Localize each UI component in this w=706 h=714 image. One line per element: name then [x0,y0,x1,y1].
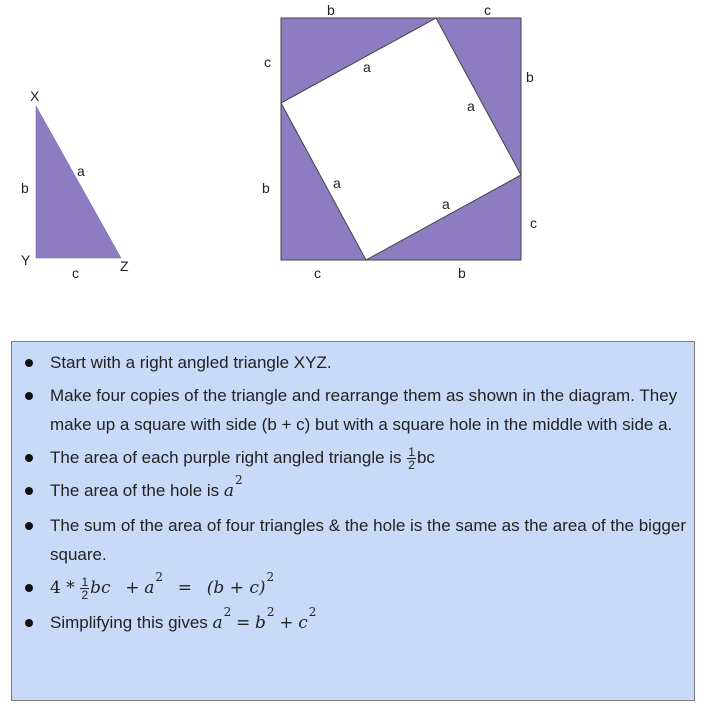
fraction-half-eq: $\frac{1}{2}$ [81,575,89,603]
fraction-half: $\frac{1}{2}$ [408,445,415,473]
triangle-xyz [36,106,121,258]
triangle-side-b-label: b [21,180,29,196]
square-bottom-c-label: c [314,265,321,281]
triangle-side-c-label: c [72,265,79,281]
explanation-box [11,341,695,701]
vertex-y-label: Y [21,252,31,268]
square-left-c-label: c [264,54,271,70]
bullet-simplify: Simplifying this gives $a^2 = b^2 + c^2$ [50,608,686,639]
hole-bottom-a-label: a [442,196,450,212]
bullet-hole-area: The area of the hole is $a^2$ [50,476,686,507]
square-bottom-b-label: b [458,265,466,281]
square-top-b-label: b [327,2,335,18]
bullet-triangle-area: The area of each purple right angled triangle is $\frac{1}{2}$ bc [50,443,686,472]
vertex-z-label: Z [120,258,129,274]
vertex-x-label: X [30,88,40,104]
hole-right-a-label: a [467,98,475,114]
square-left-b-label: b [262,180,270,196]
hole-left-a-label: a [333,175,341,191]
bullet-start: Start with a right angled triangle XYZ. [50,348,686,377]
explanation-list [50,348,686,639]
bullet-sum: The sum of the area of four triangles & the hole is the same as the area of the bigger square. [50,511,686,569]
bullet-copies: Make four copies of the triangle and rearrange them as shown in the diagram. They make up a square with side (b + c) but with a square hole in the middle with side a. [50,381,686,439]
hole-top-a-label: a [363,59,371,75]
square-top-c-label: c [484,2,491,18]
bullet-equation: 4 * $\frac{1}{2}$ bc + $a^2 = (b + c)^2$ [50,573,686,604]
pythagoras-figure [0,0,706,300]
triangle-side-a-label: a [77,163,85,179]
square-right-c-label: c [530,215,537,231]
square-right-b-label: b [526,69,534,85]
